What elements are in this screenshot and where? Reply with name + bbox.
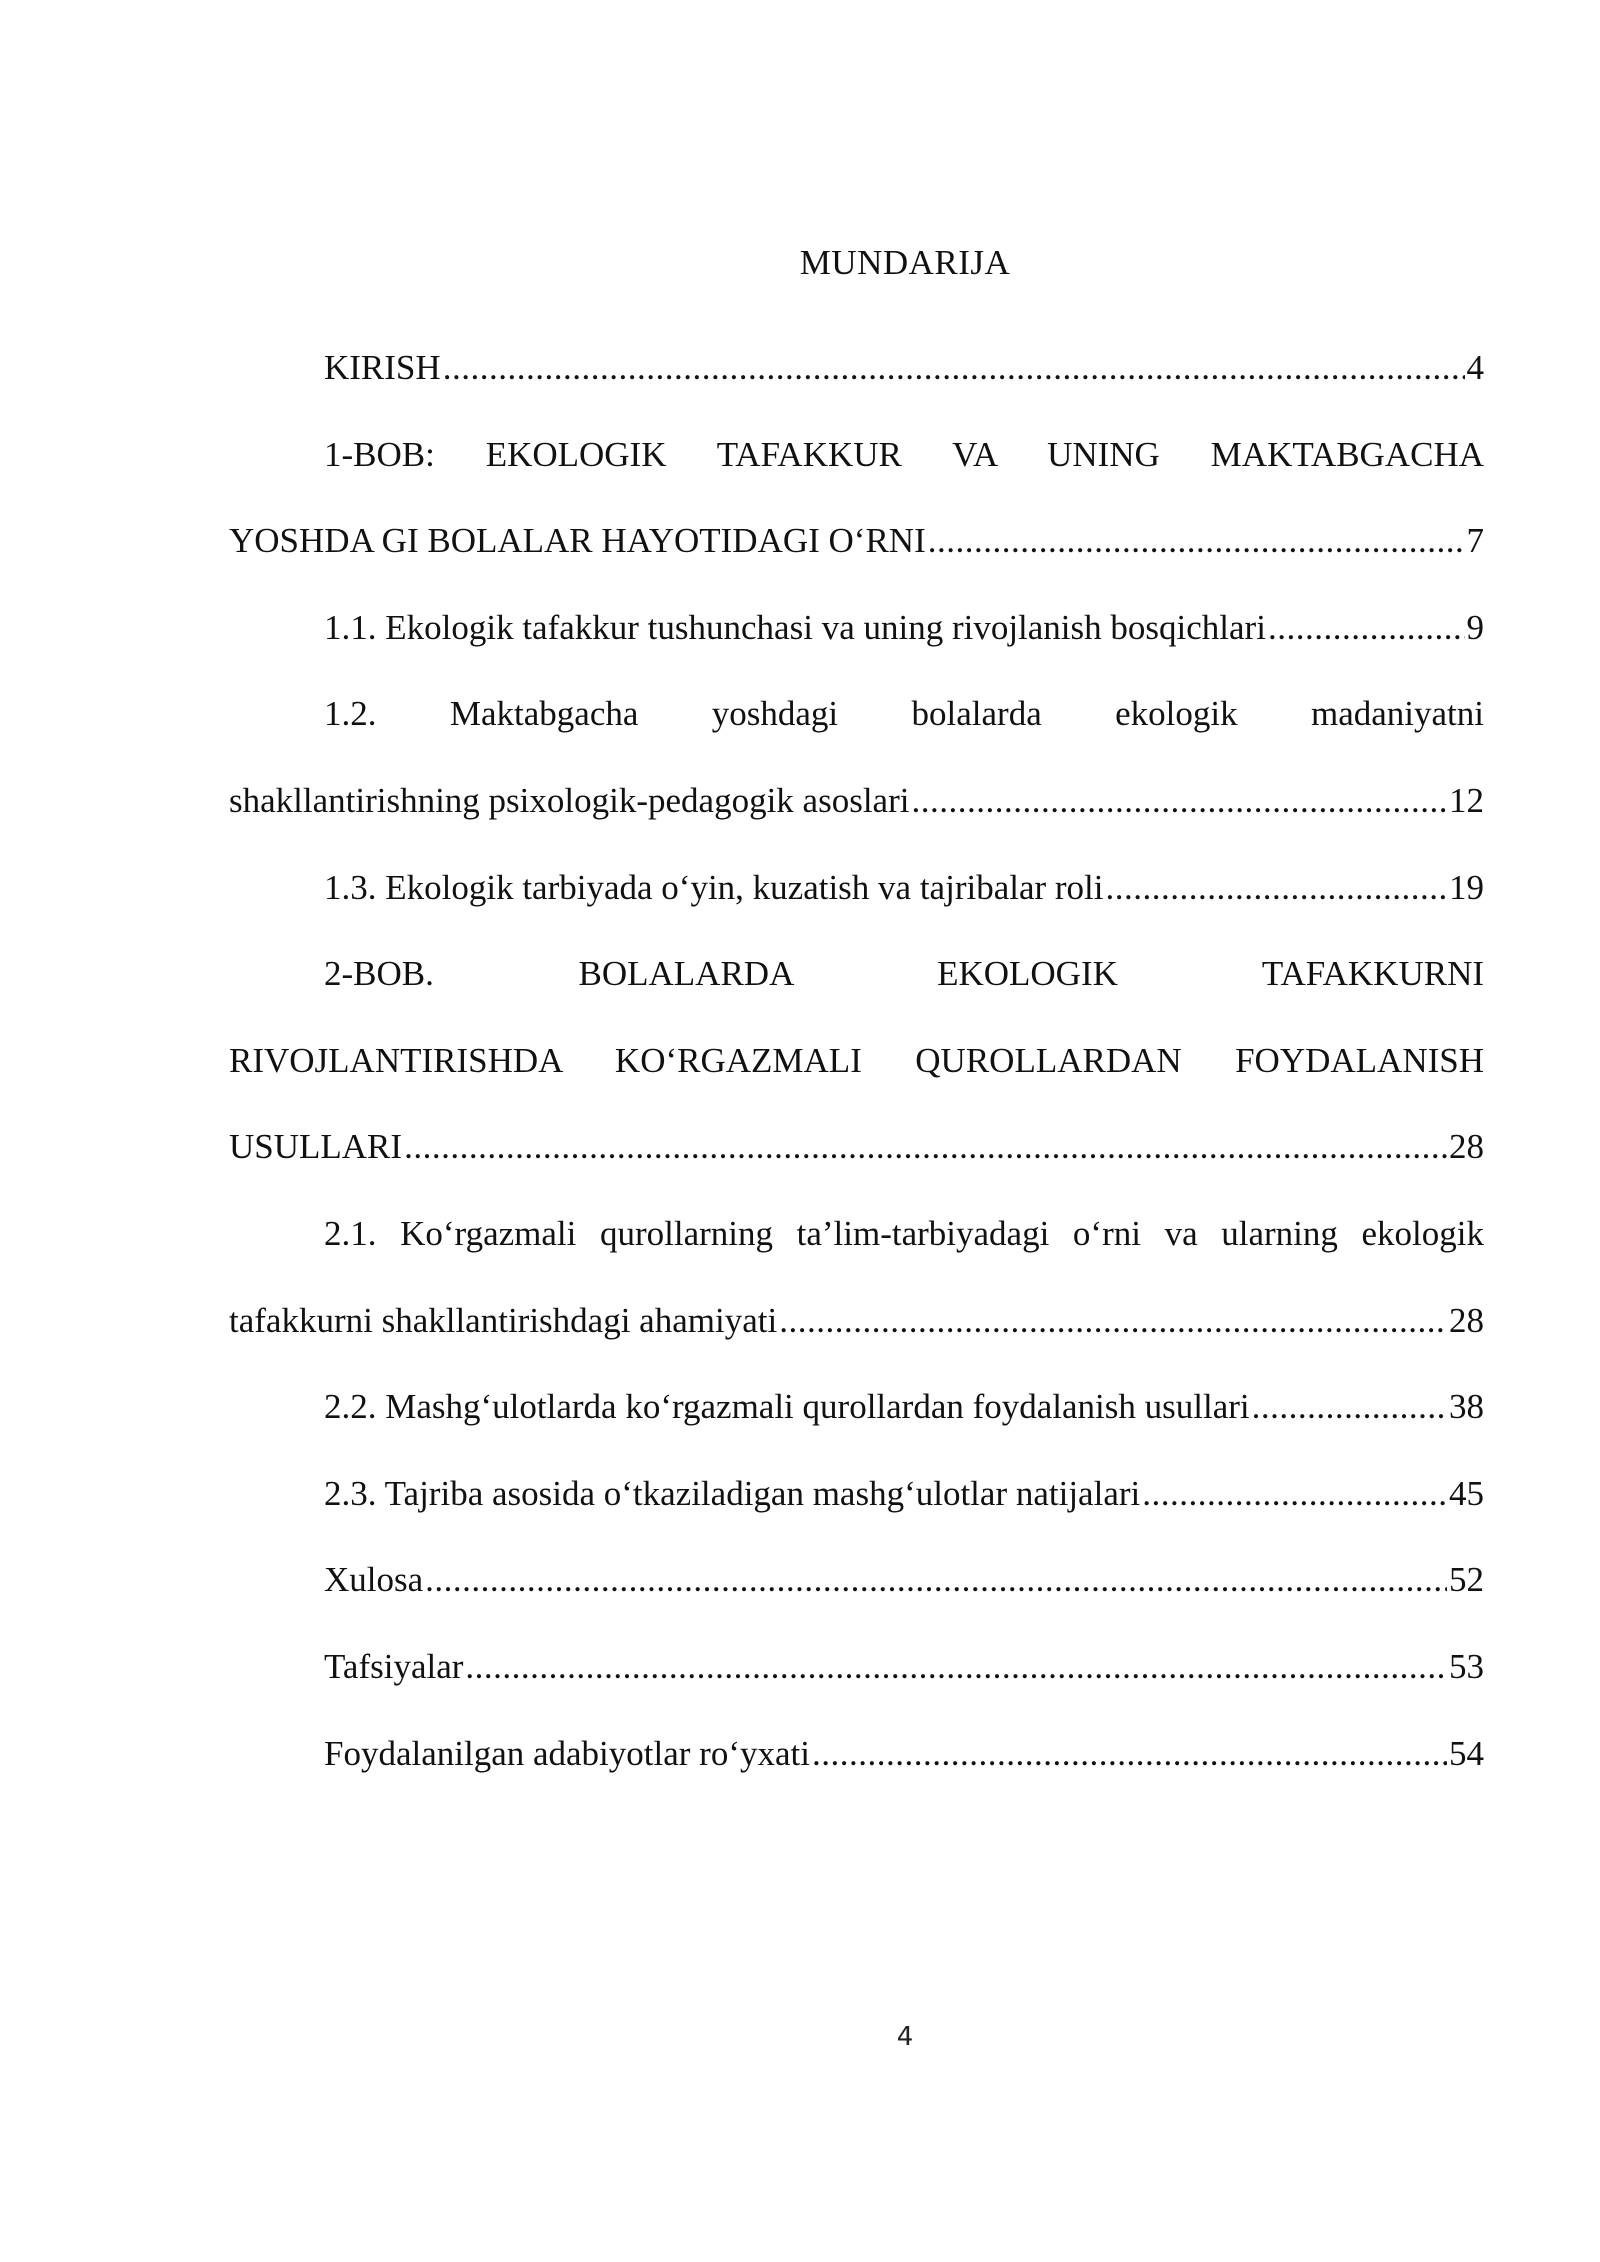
toc-page-ref: 54 bbox=[1449, 1733, 1484, 1773]
toc-page-ref: 9 bbox=[1466, 607, 1484, 647]
toc-entry-section-2-1[interactable] bbox=[229, 1191, 1484, 1364]
toc-page-ref: 7 bbox=[1466, 521, 1484, 561]
dot-leader bbox=[465, 1624, 1447, 1711]
dot-leader bbox=[928, 498, 1465, 585]
toc-entry-text: USULLARI bbox=[229, 1127, 403, 1167]
toc-line bbox=[229, 1104, 1484, 1191]
toc-entry-section-2-2[interactable] bbox=[229, 1364, 1484, 1451]
dot-leader bbox=[779, 1278, 1447, 1365]
toc-line bbox=[229, 1711, 1484, 1798]
toc-line bbox=[229, 1278, 1484, 1365]
toc-entry-text: 2.3. Tajriba asosida o‘tkaziladigan mashg‘ulotlar natijalari bbox=[324, 1473, 1141, 1513]
toc-entry-text: 2.2. Mashg‘ulotlarda ko‘rgazmali qurollardan foydalanish usullari bbox=[324, 1387, 1250, 1427]
dot-leader bbox=[425, 1537, 1447, 1624]
toc-entry-kirish[interactable] bbox=[229, 325, 1484, 412]
toc-page-ref: 4 bbox=[1466, 348, 1484, 387]
toc-entry-chapter-2[interactable] bbox=[229, 931, 1484, 1191]
toc-entry-text: 1.1. Ekologik tafakkur tushunchasi va uning rivojlanish bosqichlari bbox=[324, 607, 1266, 647]
dot-leader bbox=[404, 1104, 1447, 1191]
dot-leader bbox=[1268, 585, 1465, 672]
toc-line bbox=[229, 758, 1484, 845]
toc-line bbox=[229, 1624, 1484, 1711]
toc-entry-tafsiyalar[interactable] bbox=[229, 1624, 1484, 1711]
toc-entry-text: YOSHDA GI BOLALAR HAYOTIDAGI O‘RNI bbox=[229, 521, 926, 561]
toc-line: 1.2. Maktabgacha yoshdagi bolalarda ekologik madaniyatni bbox=[324, 694, 1484, 734]
toc-page-ref: 38 bbox=[1449, 1387, 1484, 1427]
toc-page-ref: 28 bbox=[1449, 1127, 1484, 1167]
toc-page-ref: 45 bbox=[1449, 1473, 1484, 1513]
toc-line bbox=[229, 1537, 1484, 1624]
toc-line bbox=[229, 498, 1484, 585]
toc-line: RIVOJLANTIRISHDA KO‘RGAZMALI QUROLLARDAN FOYDALANISH bbox=[229, 1040, 1484, 1080]
dot-leader bbox=[443, 325, 1465, 412]
toc-entry-text: shakllantirishning psixologik-pedagogik asoslari bbox=[229, 780, 910, 820]
dot-leader bbox=[812, 1711, 1447, 1798]
table-of-contents bbox=[229, 325, 1484, 1797]
dot-leader bbox=[911, 758, 1447, 845]
dot-leader bbox=[1106, 845, 1447, 932]
page-title: MUNDARIJA bbox=[799, 243, 1011, 282]
toc-page-ref: 52 bbox=[1449, 1560, 1484, 1600]
toc-entry-xulosa[interactable] bbox=[229, 1537, 1484, 1624]
toc-entry-chapter-1[interactable] bbox=[229, 412, 1484, 585]
toc-page-ref: 28 bbox=[1449, 1300, 1484, 1340]
toc-line: 1-BOB: EKOLOGIK TAFAKKUR VA UNING MAKTABGACHA bbox=[324, 434, 1484, 474]
toc-line bbox=[229, 325, 1484, 412]
toc-entry-text: Tafsiyalar bbox=[324, 1646, 464, 1686]
toc-entry-text: 1.3. Ekologik tarbiyada o‘yin, kuzatish va tajribalar roli bbox=[324, 867, 1104, 907]
toc-entry-section-1-3[interactable] bbox=[229, 845, 1484, 932]
toc-line bbox=[229, 1364, 1484, 1451]
toc-page-ref: 12 bbox=[1449, 780, 1484, 820]
toc-entry-section-1-2[interactable] bbox=[229, 671, 1484, 844]
toc-entry-text: Foydalanilgan adabiyotlar ro‘yxati bbox=[324, 1733, 810, 1773]
toc-line: 2-BOB. BOLALARDA EKOLOGIK TAFAKKURNI bbox=[324, 954, 1484, 994]
toc-entry-text: Xulosa bbox=[324, 1560, 424, 1600]
toc-line: 2.1. Ko‘rgazmali qurollarning ta’lim-tarbiyadagi o‘rni va ularning ekologik bbox=[324, 1213, 1484, 1253]
toc-entry-text: tafakkurni shakllantirishdagi ahamiyati bbox=[229, 1300, 778, 1340]
toc-page-ref: 19 bbox=[1449, 867, 1484, 907]
toc-line bbox=[229, 585, 1484, 672]
toc-entry-section-2-3[interactable] bbox=[229, 1451, 1484, 1538]
toc-entry-section-1-1[interactable] bbox=[229, 585, 1484, 672]
dot-leader bbox=[1142, 1451, 1447, 1538]
toc-line bbox=[229, 845, 1484, 932]
dot-leader bbox=[1252, 1364, 1447, 1451]
toc-entry-references[interactable] bbox=[229, 1711, 1484, 1798]
toc-entry-text: KIRISH bbox=[324, 348, 441, 387]
toc-page-ref: 53 bbox=[1449, 1646, 1484, 1686]
toc-line bbox=[229, 1451, 1484, 1538]
page-number: 4 bbox=[896, 2022, 914, 2052]
